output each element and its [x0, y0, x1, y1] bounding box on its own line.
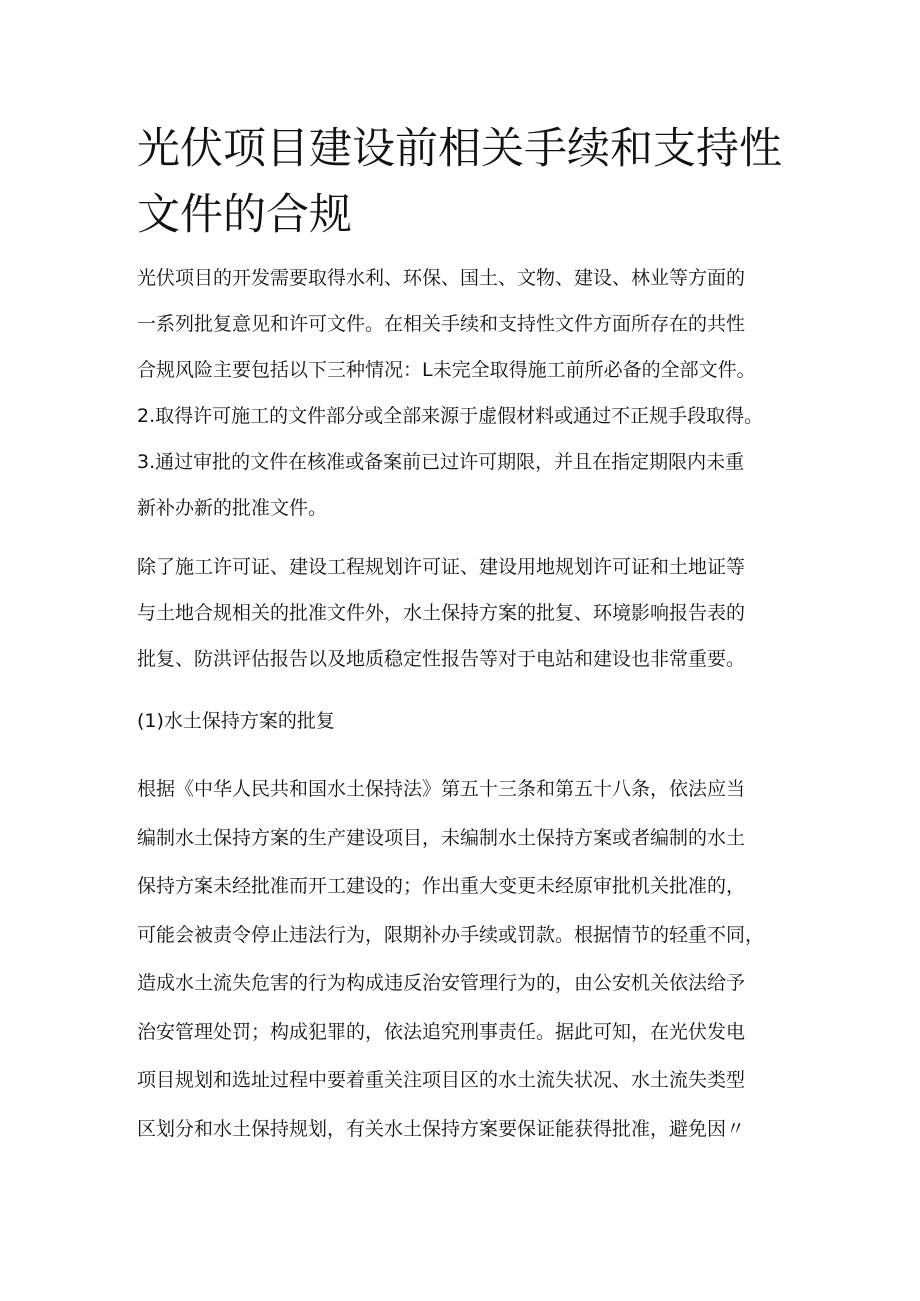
text-line: 造成水土流失危害的行为构成违反治安管理行为的，由公安机关依法给予	[137, 972, 746, 994]
intro-paragraph	[137, 255, 817, 531]
text-line: 一系列批复意见和许可文件。在相关手续和支持性文件方面所存在的共性	[137, 313, 746, 335]
text-line: 区划分和水土保持规划，有关水土保持方案要保证能获得批准，避免因〃	[137, 1117, 746, 1140]
text-line: 治安管理处罚；构成犯罪的，依法追究刑事责任。据此可知，在光伏发电	[137, 1020, 746, 1043]
text-line: 项目规划和选址过程中要着重关注项目区的水土流失状况、水土流失类型	[137, 1069, 746, 1091]
text-line: 除了施工许可证、建设工程规划许可证、建设用地规划许可证和土地证等	[137, 556, 746, 578]
text-line: 合规风险主要包括以下三种情况：L未完全取得施工前所必备的全部文件。	[137, 359, 756, 381]
section-heading: (1)水土保持方案的批复	[137, 710, 335, 732]
text-line: 保持方案未经批准而开工建设的；作出重大变更未经原审批机关批准的，	[137, 875, 746, 897]
title-line: 光伏项目建设前相关手续和支持性	[137, 124, 782, 174]
text-line: 新补办新的批准文件。	[137, 497, 328, 519]
paragraph-approvals	[137, 544, 817, 682]
text-line: 批复、防洪评估报告以及地质稳定性报告等对于电站和建设也非常重要。	[137, 648, 746, 670]
text-line: 3.通过审批的文件在核准或备案前已过许可期限，并且在指定期限内未重	[137, 451, 745, 473]
text-line: 可能会被责令停止违法行为，限期补办手续或罚款。根据情节的轻重不同，	[137, 923, 765, 946]
text-line: 光伏项目的开发需要取得水利、环保、国土、文物、建设、林业等方面的	[137, 267, 746, 289]
document-title	[137, 116, 817, 248]
title-line: 文件的合规	[137, 190, 352, 240]
text-line: 根据《中华人民共和国水土保持法》第五十三条和第五十八条，依法应当	[137, 778, 746, 800]
text-line: 与土地合规相关的批准文件外，水土保持方案的批复、环境影响报告表的	[137, 602, 746, 624]
paragraph-water-soil	[137, 765, 817, 1153]
text-line: 2.取得许可施工的文件部分或全部来源于虚假材料或通过不正规手段取得。	[137, 405, 764, 427]
text-line: 编制水土保持方案的生产建设项目，未编制水土保持方案或者编制的水土	[137, 826, 746, 849]
